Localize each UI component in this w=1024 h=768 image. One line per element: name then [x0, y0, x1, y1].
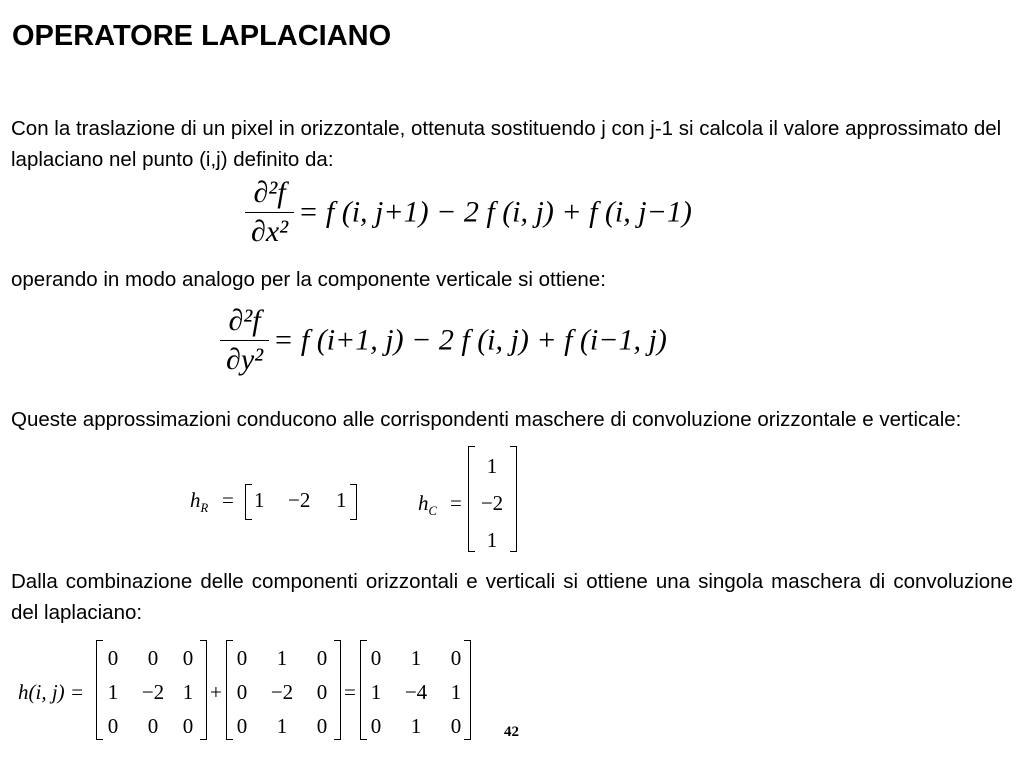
combined-lhs: h(i, j) =	[18, 680, 85, 704]
matrix1-cell: 0	[107, 646, 119, 670]
right-bracket	[334, 640, 341, 740]
matrix3-cell: 1	[370, 680, 382, 704]
right-bracket	[200, 640, 207, 740]
mask-hR-cell: −2	[288, 488, 311, 512]
matrix3-cell: 1	[450, 680, 462, 704]
matrix2-cell: 0	[316, 680, 328, 704]
paragraph-combination: Dalla combinazione delle componenti orizzontali e verticali si ottiene una singola maschera di convoluzione del laplaciano:	[11, 570, 1013, 624]
matrix1-cell: 0	[147, 714, 159, 738]
fraction-d2f-dx2	[245, 176, 294, 249]
mask-hC-label: $h_C$	[418, 491, 437, 519]
matrix2-cell: 0	[236, 680, 248, 704]
mask-hC	[418, 446, 528, 556]
plus-sign: +	[210, 680, 222, 704]
matrix2-cell: 1	[276, 646, 288, 670]
equals-sign: =	[222, 488, 234, 512]
matrix2-cell: 0	[316, 714, 328, 738]
right-bracket	[350, 484, 357, 520]
fraction-denominator: ∂y²	[226, 343, 264, 376]
mask-hR-cell: 1	[254, 488, 265, 512]
paragraph-horizontal: Con la traslazione di un pixel in orizzontale, ottenuta sostituendo j con j-1 si calcola il valore approssimato del laplaciano nel punto (i,j) definito da:	[11, 117, 1002, 171]
equation-rhs: = f (i+1, j) − 2 f (i, j) + f (i−1, j)	[273, 323, 667, 357]
matrix2-cell: 0	[236, 714, 248, 738]
mask-hC-cell: 1	[486, 528, 498, 552]
combined-mask-equation	[18, 640, 498, 745]
fraction-denominator: ∂x²	[251, 215, 289, 248]
paragraph-masks: Queste approssimazioni conducono alle corrispondenti maschere di convoluzione orizzontale e verticale:	[11, 408, 962, 431]
fraction-numerator: ∂²f	[245, 176, 294, 213]
matrix3-cell: 0	[370, 646, 382, 670]
mask-hR-label: $h_R$	[190, 488, 209, 516]
matrix3-cell: −4	[404, 680, 428, 704]
matrix1-cell: 1	[182, 680, 194, 704]
mask-hR	[190, 488, 370, 518]
matrix1-cell: −2	[141, 680, 165, 704]
mask-hC-cell: −2	[480, 491, 504, 515]
mask-hC-cell: 1	[486, 454, 498, 478]
mask-hR-cell: 1	[336, 488, 347, 512]
page-number: 42	[504, 724, 519, 740]
matrix1-cell: 0	[147, 646, 159, 670]
matrix1-cell: 1	[107, 680, 119, 704]
matrix1-cell: 0	[107, 714, 119, 738]
fraction-numerator: ∂²f	[220, 304, 269, 341]
fraction-d2f-dy2	[220, 304, 269, 377]
matrix3-cell: 1	[410, 646, 422, 670]
matrix3-cell: 1	[410, 714, 422, 738]
equals-sign: =	[344, 680, 356, 704]
matrix2-cell: 0	[316, 646, 328, 670]
matrix2-cell: 1	[276, 714, 288, 738]
matrix2-cell: −2	[270, 680, 294, 704]
matrix3-cell: 0	[450, 714, 462, 738]
paragraph-vertical: operando in modo analogo per la componente verticale si ottiene:	[11, 268, 606, 291]
right-bracket	[510, 446, 517, 552]
matrix3-cell: 0	[450, 646, 462, 670]
left-bracket	[245, 484, 252, 520]
right-bracket	[464, 640, 471, 740]
matrix2-cell: 0	[236, 646, 248, 670]
matrix1-cell: 0	[182, 714, 194, 738]
page-title: OPERATORE LAPLACIANO	[12, 20, 392, 52]
equation-horizontal	[245, 176, 692, 249]
equals-sign: =	[450, 491, 462, 515]
equation-vertical	[220, 304, 667, 377]
matrix3-cell: 0	[370, 714, 382, 738]
matrix1-cell: 0	[182, 646, 194, 670]
equation-rhs: = f (i, j+1) − 2 f (i, j) + f (i, j−1)	[298, 195, 692, 229]
